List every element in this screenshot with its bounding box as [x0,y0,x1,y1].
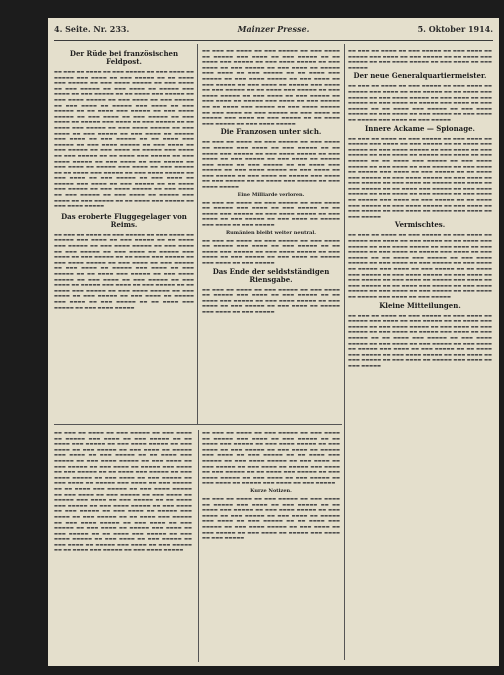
lower-section [54,430,340,662]
article-body: ▬▬ ▬▬▬ ▬▬ ▬▬▬▬ ▬▬ ▬▬▬ ▬▬▬▬▬ ▬▬ ▬▬▬ ▬▬▬▬ ▬▬ ▬▬▬▬▬ ▬▬▬ ▬▬▬▬ ▬▬ ▬▬▬ ▬▬▬▬▬ ▬▬ ▬▬ ▬▬▬▬ ▬▬▬ ▬▬▬▬▬ ▬▬ ▬▬▬ ▬▬▬▬ ▬▬▬▬▬ ▬▬ ▬▬▬ ▬▬▬▬ ▬▬ ▬▬▬ ▬▬▬▬▬ [348,48,492,70]
column-divider [344,44,345,660]
article-body: ▬▬ ▬▬▬ ▬▬ ▬▬▬▬ ▬▬ ▬▬▬ ▬▬▬▬▬ ▬▬ ▬▬▬ ▬▬▬▬ ▬▬ ▬▬▬▬▬ ▬▬▬ ▬▬▬▬ ▬▬ ▬▬▬ ▬▬▬▬▬ ▬▬ ▬▬ ▬▬▬▬ ▬▬▬ ▬▬▬▬▬ ▬▬ ▬▬▬ ▬▬▬▬ ▬▬▬▬▬ ▬▬ ▬▬▬ ▬▬▬▬ ▬▬ ▬▬▬ ▬▬▬▬▬ ▬▬ ▬▬▬ ▬▬▬▬ ▬▬ ▬▬▬▬▬ ▬▬▬ ▬▬▬▬ ▬▬ ▬▬▬ ▬▬▬▬▬ ▬▬ ▬▬ ▬▬▬▬ ▬▬▬ ▬▬▬▬▬ ▬▬ ▬▬▬ ▬▬▬▬ ▬▬▬▬▬ ▬▬ ▬▬▬ ▬▬▬▬ ▬▬ ▬▬▬ ▬▬▬▬▬ ▬▬ ▬▬▬ ▬▬▬▬ ▬▬ ▬▬▬▬▬ ▬▬▬ ▬▬▬▬ ▬▬ ▬▬▬ ▬▬▬▬▬ ▬▬ ▬▬ ▬▬▬▬ ▬▬▬ ▬▬▬▬▬ ▬▬ ▬▬▬ ▬▬▬▬ ▬▬▬▬▬ ▬▬ ▬▬▬ ▬▬▬▬ ▬▬ ▬▬▬ ▬▬▬▬▬ ▬▬ ▬▬▬ ▬▬▬▬ ▬▬ ▬▬▬▬▬ ▬▬▬ ▬▬▬▬ ▬▬ ▬▬▬ ▬▬▬▬▬ ▬▬ ▬▬ ▬▬▬▬ ▬▬▬ ▬▬▬▬▬ ▬▬ ▬▬▬ ▬▬▬▬ ▬▬▬▬▬ ▬▬ ▬▬▬ ▬▬▬▬ ▬▬ ▬▬▬ ▬▬▬▬▬ ▬▬ ▬▬▬ ▬▬▬▬ ▬▬ ▬▬▬▬▬ ▬▬▬ ▬▬▬▬ ▬▬ ▬▬▬ ▬▬▬▬▬ ▬▬ ▬▬ ▬▬▬▬ ▬▬▬ ▬▬▬▬▬ ▬▬ ▬▬▬ ▬▬▬▬ ▬▬▬▬▬ ▬▬ ▬▬▬ ▬▬▬▬ ▬▬ ▬▬▬ ▬▬▬▬▬ ▬▬ ▬▬▬ ▬▬▬▬ ▬▬ ▬▬▬▬▬ ▬▬▬ ▬▬▬▬ ▬▬ ▬▬▬ ▬▬▬▬▬ ▬▬ ▬▬ ▬▬▬▬ ▬▬▬ ▬▬▬▬▬ ▬▬ ▬▬▬ ▬▬▬▬ ▬▬▬▬▬ ▬▬ ▬▬▬ ▬▬▬▬ ▬▬ ▬▬▬ ▬▬▬▬▬ ▬▬ ▬▬▬ ▬▬▬▬ ▬▬ ▬▬▬▬▬ ▬▬▬ ▬▬▬▬ ▬▬ ▬▬▬ ▬▬▬▬▬ ▬▬ ▬▬ ▬▬▬▬ ▬▬▬ ▬▬▬▬▬ ▬▬ ▬▬▬ ▬▬▬▬ ▬▬▬▬▬ ▬▬ ▬▬▬ ▬▬▬▬ ▬▬ ▬▬▬ ▬▬▬▬▬ ▬▬ ▬▬▬ ▬▬▬▬ ▬▬ ▬▬▬▬▬ ▬▬▬ ▬▬▬▬ ▬▬ ▬▬▬ ▬▬▬▬▬ ▬▬ ▬▬ ▬▬▬▬ ▬▬▬ ▬▬▬▬▬ ▬▬ ▬▬▬ ▬▬▬▬ ▬▬▬▬▬ ▬▬ ▬▬▬ ▬▬▬▬ ▬▬ ▬▬▬ ▬▬▬▬▬ ▬▬ ▬▬▬ ▬▬▬▬ ▬▬ ▬▬▬▬▬ ▬▬▬ ▬▬▬▬ ▬▬ ▬▬▬ ▬▬▬▬▬ ▬▬ ▬▬ ▬▬▬▬ ▬▬▬ ▬▬▬▬▬ ▬▬ ▬▬▬ ▬▬▬▬ ▬▬▬▬▬ [54,69,194,209]
article-body: ▬▬ ▬▬▬ ▬▬ ▬▬▬▬ ▬▬ ▬▬▬ ▬▬▬▬▬ ▬▬ ▬▬▬ ▬▬▬▬ ▬▬ ▬▬▬▬▬ ▬▬▬ ▬▬▬▬ ▬▬ ▬▬▬ ▬▬▬▬▬ ▬▬ ▬▬ ▬▬▬▬ ▬▬▬ ▬▬▬▬▬ ▬▬ ▬▬▬ ▬▬▬▬ ▬▬▬▬▬ ▬▬ ▬▬▬ ▬▬▬▬ ▬▬ ▬▬▬ ▬▬▬▬▬ ▬▬ ▬▬▬ ▬▬▬▬ ▬▬ ▬▬▬▬▬ ▬▬▬ ▬▬▬▬ ▬▬ ▬▬▬ ▬▬▬▬▬ ▬▬ ▬▬ ▬▬▬▬ ▬▬▬ ▬▬▬▬▬ ▬▬ ▬▬▬ ▬▬▬▬ ▬▬▬▬▬ ▬▬ ▬▬▬ ▬▬▬▬ ▬▬ ▬▬▬ ▬▬▬▬▬ ▬▬ ▬▬▬ ▬▬▬▬ ▬▬ ▬▬▬▬▬ ▬▬▬ ▬▬▬▬ ▬▬ ▬▬▬ ▬▬▬▬▬ ▬▬ ▬▬ ▬▬▬▬ ▬▬▬ ▬▬▬▬▬ ▬▬ ▬▬▬ ▬▬▬▬ ▬▬▬▬▬ ▬▬ ▬▬▬ ▬▬▬▬ ▬▬ ▬▬▬ ▬▬▬▬▬ ▬▬ ▬▬▬ ▬▬▬▬ ▬▬ ▬▬▬▬▬ ▬▬▬ ▬▬▬▬ ▬▬ ▬▬▬ ▬▬▬▬▬ ▬▬ ▬▬ ▬▬▬▬ ▬▬▬ ▬▬▬▬▬ ▬▬ ▬▬▬ ▬▬▬▬ ▬▬▬▬▬ ▬▬ ▬▬▬ ▬▬▬▬ ▬▬ ▬▬▬ ▬▬▬▬▬ ▬▬ ▬▬▬ ▬▬▬▬ ▬▬ ▬▬▬▬▬ ▬▬▬ ▬▬▬▬ ▬▬ ▬▬▬ ▬▬▬▬▬ ▬▬ ▬▬ ▬▬▬▬ ▬▬▬ ▬▬▬▬▬ ▬▬ ▬▬▬ ▬▬▬▬ ▬▬▬▬▬ ▬▬ ▬▬▬ ▬▬▬▬ ▬▬ ▬▬▬ ▬▬▬▬▬ ▬▬ ▬▬▬ ▬▬▬▬ ▬▬ ▬▬▬▬▬ ▬▬▬ ▬▬▬▬ ▬▬ ▬▬▬ ▬▬▬▬▬ [348,135,492,219]
page-number: 4. Seite. Nr. 233. [54,24,130,34]
newspaper-title: Mainzer Presse. [237,24,310,34]
article-body: ▬▬ ▬▬▬ ▬▬ ▬▬▬▬ ▬▬ ▬▬▬ ▬▬▬▬▬ ▬▬ ▬▬▬ ▬▬▬▬ ▬▬ ▬▬▬▬▬ ▬▬▬ ▬▬▬▬ ▬▬ ▬▬▬ ▬▬▬▬▬ ▬▬ ▬▬ ▬▬▬▬ ▬▬▬ ▬▬▬▬▬ ▬▬ ▬▬▬ ▬▬▬▬ ▬▬▬▬▬ ▬▬ ▬▬▬ ▬▬▬▬ ▬▬ ▬▬▬ ▬▬▬▬▬ ▬▬ ▬▬▬ ▬▬▬▬ ▬▬ ▬▬▬▬▬ ▬▬▬ ▬▬▬▬ ▬▬ ▬▬▬ ▬▬▬▬▬ [202,286,340,314]
column-divider [197,44,198,424]
article-body: ▬▬ ▬▬▬ ▬▬ ▬▬▬▬ ▬▬ ▬▬▬ ▬▬▬▬▬ ▬▬ ▬▬▬ ▬▬▬▬ ▬▬ ▬▬▬▬▬ ▬▬▬ ▬▬▬▬ ▬▬ ▬▬▬ ▬▬▬▬▬ ▬▬ ▬▬ ▬▬▬▬ ▬▬▬ ▬▬▬▬▬ ▬▬ ▬▬▬ ▬▬▬▬ ▬▬▬▬▬ ▬▬ ▬▬▬ ▬▬▬▬ ▬▬ ▬▬▬ ▬▬▬▬▬ ▬▬ ▬▬▬ ▬▬▬▬ ▬▬ ▬▬▬▬▬ ▬▬▬ ▬▬▬▬ ▬▬ ▬▬▬ ▬▬▬▬▬ ▬▬ ▬▬ ▬▬▬▬ ▬▬▬ ▬▬▬▬▬ ▬▬ ▬▬▬ ▬▬▬▬ ▬▬▬▬▬ ▬▬ ▬▬▬ ▬▬▬▬ ▬▬ ▬▬▬ ▬▬▬▬▬ ▬▬ ▬▬▬ ▬▬▬▬ ▬▬ ▬▬▬▬▬ ▬▬▬ ▬▬▬▬ ▬▬ ▬▬▬ ▬▬▬▬▬ ▬▬ ▬▬ ▬▬▬▬ ▬▬▬ ▬▬▬▬▬ ▬▬ ▬▬▬ ▬▬▬▬ ▬▬▬▬▬ [202,139,340,190]
article-headline: Die Franzosen unter sich. [220,127,322,137]
column-2 [202,48,340,420]
article-body: ▬▬ ▬▬▬ ▬▬ ▬▬▬▬ ▬▬ ▬▬▬ ▬▬▬▬▬ ▬▬ ▬▬▬ ▬▬▬▬ ▬▬ ▬▬▬▬▬ ▬▬▬ ▬▬▬▬ ▬▬ ▬▬▬ ▬▬▬▬▬ ▬▬ ▬▬ ▬▬▬▬ ▬▬▬ ▬▬▬▬▬ ▬▬ ▬▬▬ ▬▬▬▬ ▬▬▬▬▬ ▬▬ ▬▬▬ ▬▬▬▬ ▬▬ ▬▬▬ ▬▬▬▬▬ ▬▬ ▬▬▬ ▬▬▬▬ ▬▬ ▬▬▬▬▬ ▬▬▬ ▬▬▬▬ ▬▬ ▬▬▬ ▬▬▬▬▬ ▬▬ ▬▬ ▬▬▬▬ ▬▬▬ ▬▬▬▬▬ ▬▬ ▬▬▬ ▬▬▬▬ ▬▬▬▬▬ ▬▬ ▬▬▬ ▬▬▬▬ ▬▬ ▬▬▬ ▬▬▬▬▬ ▬▬ ▬▬▬ ▬▬▬▬ ▬▬ ▬▬▬▬▬ ▬▬▬ ▬▬▬▬ ▬▬ ▬▬▬ ▬▬▬▬▬ ▬▬ ▬▬ ▬▬▬▬ ▬▬▬ ▬▬▬▬▬ ▬▬ ▬▬▬ ▬▬▬▬ ▬▬▬▬▬ ▬▬ ▬▬▬ ▬▬▬▬ ▬▬ ▬▬▬ ▬▬▬▬▬ ▬▬ ▬▬▬ ▬▬▬▬ ▬▬ ▬▬▬▬▬ ▬▬▬ ▬▬▬▬ ▬▬ ▬▬▬ ▬▬▬▬▬ [202,430,340,486]
article-body: ▬▬ ▬▬▬ ▬▬ ▬▬▬▬ ▬▬ ▬▬▬ ▬▬▬▬▬ ▬▬ ▬▬▬ ▬▬▬▬ ▬▬ ▬▬▬▬▬ ▬▬▬ ▬▬▬▬ ▬▬ ▬▬▬ ▬▬▬▬▬ ▬▬ ▬▬ ▬▬▬▬ ▬▬▬ ▬▬▬▬▬ ▬▬ ▬▬▬ ▬▬▬▬ ▬▬▬▬▬ ▬▬ ▬▬▬ ▬▬▬▬ ▬▬ ▬▬▬ ▬▬▬▬▬ ▬▬ ▬▬▬ ▬▬▬▬ ▬▬ ▬▬▬▬▬ ▬▬▬ ▬▬▬▬ ▬▬ ▬▬▬ ▬▬▬▬▬ ▬▬ ▬▬ ▬▬▬▬ ▬▬▬ ▬▬▬▬▬ ▬▬ ▬▬▬ ▬▬▬▬ ▬▬▬▬▬ ▬▬ ▬▬▬ ▬▬▬▬ ▬▬ ▬▬▬ ▬▬▬▬▬ ▬▬ ▬▬▬ ▬▬▬▬ ▬▬ ▬▬▬▬▬ ▬▬▬ ▬▬▬▬ ▬▬ ▬▬▬ ▬▬▬▬▬ ▬▬ ▬▬ ▬▬▬▬ ▬▬▬ ▬▬▬▬▬ ▬▬ ▬▬▬ ▬▬▬▬ ▬▬▬▬▬ ▬▬ ▬▬▬ ▬▬▬▬ ▬▬ ▬▬▬ ▬▬▬▬▬ ▬▬ ▬▬▬ ▬▬▬▬ ▬▬ ▬▬▬▬▬ ▬▬▬ ▬▬▬▬ ▬▬ ▬▬▬ ▬▬▬▬▬ [348,312,492,368]
article-headline: Das Ende der seldstständigen Riensgabe. [212,266,330,284]
article-body: ▬▬ ▬▬▬ ▬▬ ▬▬▬▬ ▬▬ ▬▬▬ ▬▬▬▬▬ ▬▬ ▬▬▬ ▬▬▬▬ ▬▬ ▬▬▬▬▬ ▬▬▬ ▬▬▬▬ ▬▬ ▬▬▬ ▬▬▬▬▬ ▬▬ ▬▬ ▬▬▬▬ ▬▬▬ ▬▬▬▬▬ ▬▬ ▬▬▬ ▬▬▬▬ ▬▬▬▬▬ ▬▬ ▬▬▬ ▬▬▬▬ ▬▬ ▬▬▬ ▬▬▬▬▬ ▬▬ ▬▬▬ ▬▬▬▬ ▬▬ ▬▬▬▬▬ ▬▬▬ ▬▬▬▬ ▬▬ ▬▬▬ ▬▬▬▬▬ [202,199,340,228]
issue-date: 5. Oktober 1914. [417,24,493,34]
article-headline: Innere Ackame — Spionage. [365,123,475,133]
column-1 [54,48,194,420]
section-rule [54,424,342,425]
article-headline: Vermischtes. [394,220,446,230]
article-body: ▬▬ ▬▬▬ ▬▬ ▬▬▬▬ ▬▬ ▬▬▬ ▬▬▬▬▬ ▬▬ ▬▬▬ ▬▬▬▬ ▬▬ ▬▬▬▬▬ ▬▬▬ ▬▬▬▬ ▬▬ ▬▬▬ ▬▬▬▬▬ ▬▬ ▬▬ ▬▬▬▬ ▬▬▬ ▬▬▬▬▬ ▬▬ ▬▬▬ ▬▬▬▬ ▬▬▬▬▬ ▬▬ ▬▬▬ ▬▬▬▬ ▬▬ ▬▬▬ ▬▬▬▬▬ ▬▬ ▬▬▬ ▬▬▬▬ ▬▬ ▬▬▬▬▬ ▬▬▬ ▬▬▬▬ ▬▬ ▬▬▬ ▬▬▬▬▬ ▬▬ ▬▬ ▬▬▬▬ ▬▬▬ ▬▬▬▬▬ ▬▬ ▬▬▬ ▬▬▬▬ ▬▬▬▬▬ ▬▬ ▬▬▬ ▬▬▬▬ ▬▬ ▬▬▬ ▬▬▬▬▬ ▬▬ ▬▬▬ ▬▬▬▬ ▬▬ ▬▬▬▬▬ ▬▬▬ ▬▬▬▬ ▬▬ ▬▬▬ ▬▬▬▬▬ ▬▬ ▬▬ ▬▬▬▬ ▬▬▬ ▬▬▬▬▬ ▬▬ ▬▬▬ ▬▬▬▬ ▬▬▬▬▬ ▬▬ ▬▬▬ ▬▬▬▬ ▬▬ ▬▬▬ ▬▬▬▬▬ ▬▬ ▬▬▬ ▬▬▬▬ ▬▬ ▬▬▬▬▬ ▬▬▬ ▬▬▬▬ ▬▬ ▬▬▬ ▬▬▬▬▬ ▬▬ ▬▬ ▬▬▬▬ ▬▬▬ ▬▬▬▬▬ ▬▬ ▬▬▬ ▬▬▬▬ ▬▬▬▬▬ ▬▬ ▬▬▬ ▬▬▬▬ ▬▬ ▬▬▬ ▬▬▬▬▬ ▬▬ ▬▬▬ ▬▬▬▬ ▬▬ ▬▬▬▬▬ ▬▬▬ ▬▬▬▬ ▬▬ ▬▬▬ ▬▬▬▬▬ [348,232,492,299]
article-body: ▬▬ ▬▬▬ ▬▬ ▬▬▬▬ ▬▬ ▬▬▬ ▬▬▬▬▬ ▬▬ ▬▬▬ ▬▬▬▬ ▬▬ ▬▬▬▬▬ ▬▬▬ ▬▬▬▬ ▬▬ ▬▬▬ ▬▬▬▬▬ ▬▬ ▬▬ ▬▬▬▬ ▬▬▬ ▬▬▬▬▬ ▬▬ ▬▬▬ ▬▬▬▬ ▬▬▬▬▬ ▬▬ ▬▬▬ ▬▬▬▬ ▬▬ ▬▬▬ ▬▬▬▬▬ ▬▬ ▬▬▬ ▬▬▬▬ ▬▬ ▬▬▬▬▬ ▬▬▬ ▬▬▬▬ ▬▬ ▬▬▬ ▬▬▬▬▬ [202,237,340,265]
article-headline: Das eroberte Fluggegelager von Reims. [61,211,187,229]
header-rule [54,40,493,41]
article-body: ▬▬ ▬▬▬ ▬▬ ▬▬▬▬ ▬▬ ▬▬▬ ▬▬▬▬▬ ▬▬ ▬▬▬ ▬▬▬▬ ▬▬ ▬▬▬▬▬ ▬▬▬ ▬▬▬▬ ▬▬ ▬▬▬ ▬▬▬▬▬ ▬▬ ▬▬ ▬▬▬▬ ▬▬▬ ▬▬▬▬▬ ▬▬ ▬▬▬ ▬▬▬▬ ▬▬▬▬▬ ▬▬ ▬▬▬ ▬▬▬▬ ▬▬ ▬▬▬ ▬▬▬▬▬ ▬▬ ▬▬▬ ▬▬▬▬ ▬▬ ▬▬▬▬▬ ▬▬▬ ▬▬▬▬ ▬▬ ▬▬▬ ▬▬▬▬▬ ▬▬ ▬▬ ▬▬▬▬ ▬▬▬ ▬▬▬▬▬ ▬▬ ▬▬▬ ▬▬▬▬ ▬▬▬▬▬ ▬▬ ▬▬▬ ▬▬▬▬ ▬▬ ▬▬▬ ▬▬▬▬▬ ▬▬ ▬▬▬ ▬▬▬▬ ▬▬ ▬▬▬▬▬ ▬▬▬ ▬▬▬▬ ▬▬ ▬▬▬ ▬▬▬▬▬ ▬▬ ▬▬ ▬▬▬▬ ▬▬▬ ▬▬▬▬▬ ▬▬ ▬▬▬ ▬▬▬▬ ▬▬▬▬▬ ▬▬ ▬▬▬ ▬▬▬▬ ▬▬ ▬▬▬ ▬▬▬▬▬ ▬▬ ▬▬▬ ▬▬▬▬ ▬▬ ▬▬▬▬▬ ▬▬▬ ▬▬▬▬ ▬▬ ▬▬▬ ▬▬▬▬▬ ▬▬ ▬▬ ▬▬▬▬ ▬▬▬ ▬▬▬▬▬ ▬▬ ▬▬▬ ▬▬▬▬ ▬▬▬▬▬ ▬▬ ▬▬▬ ▬▬▬▬ ▬▬ ▬▬▬ ▬▬▬▬▬ ▬▬ ▬▬▬ ▬▬▬▬ ▬▬ ▬▬▬▬▬ ▬▬▬ ▬▬▬▬ ▬▬ ▬▬▬ ▬▬▬▬▬ ▬▬ ▬▬ ▬▬▬▬ ▬▬▬ ▬▬▬▬▬ ▬▬ ▬▬▬ ▬▬▬▬ ▬▬▬▬▬ ▬▬ ▬▬▬ ▬▬▬▬ ▬▬ ▬▬▬ ▬▬▬▬▬ ▬▬ ▬▬▬ ▬▬▬▬ ▬▬ ▬▬▬▬▬ ▬▬▬ ▬▬▬▬ ▬▬ ▬▬▬ ▬▬▬▬▬ ▬▬ ▬▬ ▬▬▬▬ ▬▬▬ ▬▬▬▬▬ ▬▬ ▬▬▬ ▬▬▬▬ ▬▬▬▬▬ ▬▬ ▬▬▬ ▬▬▬▬ ▬▬ ▬▬▬ ▬▬▬▬▬ ▬▬ ▬▬▬ ▬▬▬▬ ▬▬ ▬▬▬▬▬ ▬▬▬ ▬▬▬▬ ▬▬ ▬▬▬ ▬▬▬▬▬ ▬▬ ▬▬ ▬▬▬▬ ▬▬▬ ▬▬▬▬▬ ▬▬ ▬▬▬ ▬▬▬▬ ▬▬▬▬▬ ▬▬ ▬▬▬ ▬▬▬▬ ▬▬ ▬▬▬ ▬▬▬▬▬ ▬▬ ▬▬▬ ▬▬▬▬ ▬▬ ▬▬▬▬▬ ▬▬▬ ▬▬▬▬ ▬▬ ▬▬▬ ▬▬▬▬▬ ▬▬ ▬▬ ▬▬▬▬ ▬▬▬ ▬▬▬▬▬ ▬▬ ▬▬▬ ▬▬▬▬ ▬▬▬▬▬ [54,430,192,553]
newspaper-page [48,18,499,666]
article-body: ▬▬ ▬▬▬ ▬▬ ▬▬▬▬ ▬▬ ▬▬▬ ▬▬▬▬▬ ▬▬ ▬▬▬ ▬▬▬▬ ▬▬ ▬▬▬▬▬ ▬▬▬ ▬▬▬▬ ▬▬ ▬▬▬ ▬▬▬▬▬ ▬▬ ▬▬ ▬▬▬▬ ▬▬▬ ▬▬▬▬▬ ▬▬ ▬▬▬ ▬▬▬▬ ▬▬▬▬▬ ▬▬ ▬▬▬ ▬▬▬▬ ▬▬ ▬▬▬ ▬▬▬▬▬ ▬▬ ▬▬▬ ▬▬▬▬ ▬▬ ▬▬▬▬▬ ▬▬▬ ▬▬▬▬ ▬▬ ▬▬▬ ▬▬▬▬▬ ▬▬ ▬▬ ▬▬▬▬ ▬▬▬ ▬▬▬▬▬ ▬▬ ▬▬▬ ▬▬▬▬ ▬▬▬▬▬ ▬▬ ▬▬▬ ▬▬▬▬ ▬▬ ▬▬▬ ▬▬▬▬▬ ▬▬ ▬▬▬ ▬▬▬▬ ▬▬ ▬▬▬▬▬ ▬▬▬ ▬▬▬▬ ▬▬ ▬▬▬ ▬▬▬▬▬ [202,495,340,541]
page-header [54,24,493,38]
article-headline: Der Rüde bei französischen Feldpost. [69,49,179,66]
article-body: ▬▬ ▬▬▬ ▬▬ ▬▬▬▬ ▬▬ ▬▬▬ ▬▬▬▬▬ ▬▬ ▬▬▬ ▬▬▬▬ ▬▬ ▬▬▬▬▬ ▬▬▬ ▬▬▬▬ ▬▬ ▬▬▬ ▬▬▬▬▬ ▬▬ ▬▬ ▬▬▬▬ ▬▬▬ ▬▬▬▬▬ ▬▬ ▬▬▬ ▬▬▬▬ ▬▬▬▬▬ ▬▬ ▬▬▬ ▬▬▬▬ ▬▬ ▬▬▬ ▬▬▬▬▬ ▬▬ ▬▬▬ ▬▬▬▬ ▬▬ ▬▬▬▬▬ ▬▬▬ ▬▬▬▬ ▬▬ ▬▬▬ ▬▬▬▬▬ ▬▬ ▬▬ ▬▬▬▬ ▬▬▬ ▬▬▬▬▬ ▬▬ ▬▬▬ ▬▬▬▬ ▬▬▬▬▬ ▬▬ ▬▬▬ ▬▬▬▬ ▬▬ ▬▬▬ ▬▬▬▬▬ ▬▬ ▬▬▬ ▬▬▬▬ ▬▬ ▬▬▬▬▬ ▬▬▬ ▬▬▬▬ ▬▬ ▬▬▬ ▬▬▬▬▬ ▬▬ ▬▬ ▬▬▬▬ ▬▬▬ ▬▬▬▬▬ ▬▬ ▬▬▬ ▬▬▬▬ ▬▬▬▬▬ ▬▬ ▬▬▬ ▬▬▬▬ ▬▬ ▬▬▬ ▬▬▬▬▬ ▬▬ ▬▬▬ ▬▬▬▬ ▬▬ ▬▬▬▬▬ ▬▬▬ ▬▬▬▬ ▬▬ ▬▬▬ ▬▬▬▬▬ ▬▬ ▬▬ ▬▬▬▬ ▬▬▬ ▬▬▬▬▬ ▬▬ ▬▬▬ ▬▬▬▬ ▬▬▬▬▬ ▬▬ ▬▬▬ ▬▬▬▬ ▬▬ ▬▬▬ ▬▬▬▬▬ ▬▬ ▬▬▬ ▬▬▬▬ ▬▬ ▬▬▬▬▬ ▬▬▬ ▬▬▬▬ ▬▬ ▬▬▬ ▬▬▬▬▬ ▬▬ ▬▬ ▬▬▬▬ ▬▬▬ ▬▬▬▬▬ ▬▬ ▬▬▬ ▬▬▬▬ ▬▬▬▬▬ [202,48,340,126]
article-headline: Kurze Notizen. [250,487,292,494]
article-body: ▬▬ ▬▬▬ ▬▬ ▬▬▬▬ ▬▬ ▬▬▬ ▬▬▬▬▬ ▬▬ ▬▬▬ ▬▬▬▬ ▬▬ ▬▬▬▬▬ ▬▬▬ ▬▬▬▬ ▬▬ ▬▬▬ ▬▬▬▬▬ ▬▬ ▬▬ ▬▬▬▬ ▬▬▬ ▬▬▬▬▬ ▬▬ ▬▬▬ ▬▬▬▬ ▬▬▬▬▬ ▬▬ ▬▬▬ ▬▬▬▬ ▬▬ ▬▬▬ ▬▬▬▬▬ ▬▬ ▬▬▬ ▬▬▬▬ ▬▬ ▬▬▬▬▬ ▬▬▬ ▬▬▬▬ ▬▬ ▬▬▬ ▬▬▬▬▬ ▬▬ ▬▬ ▬▬▬▬ ▬▬▬ ▬▬▬▬▬ ▬▬ ▬▬▬ ▬▬▬▬ ▬▬▬▬▬ ▬▬ ▬▬▬ ▬▬▬▬ ▬▬ ▬▬▬ ▬▬▬▬▬ ▬▬ ▬▬▬ ▬▬▬▬ ▬▬ ▬▬▬▬▬ ▬▬▬ ▬▬▬▬ ▬▬ ▬▬▬ ▬▬▬▬▬ ▬▬ ▬▬ ▬▬▬▬ ▬▬▬ ▬▬▬▬▬ ▬▬ ▬▬▬ ▬▬▬▬ ▬▬▬▬▬ ▬▬ ▬▬▬ ▬▬▬▬ ▬▬ ▬▬▬ ▬▬▬▬▬ ▬▬ ▬▬▬ ▬▬▬▬ ▬▬ ▬▬▬▬▬ ▬▬▬ ▬▬▬▬ ▬▬ ▬▬▬ ▬▬▬▬▬ ▬▬ ▬▬ ▬▬▬▬ ▬▬▬ ▬▬▬▬▬ ▬▬ ▬▬▬ ▬▬▬▬ ▬▬▬▬▬ ▬▬ ▬▬▬ ▬▬▬▬ ▬▬ ▬▬▬ ▬▬▬▬▬ ▬▬ ▬▬▬ ▬▬▬▬ ▬▬ ▬▬▬▬▬ ▬▬▬ ▬▬▬▬ ▬▬ ▬▬▬ ▬▬▬▬▬ ▬▬ ▬▬ ▬▬▬▬ ▬▬▬ ▬▬▬▬▬ ▬▬ ▬▬▬ ▬▬▬▬ ▬▬▬▬▬ [54,231,194,310]
lower-column-2 [202,430,340,662]
article-headline: Kleine Mitteilungen. [379,300,461,310]
article-headline: Der neue Generalquartiermeister. [353,71,487,81]
article-body: ▬▬ ▬▬▬ ▬▬ ▬▬▬▬ ▬▬ ▬▬▬ ▬▬▬▬▬ ▬▬ ▬▬▬ ▬▬▬▬ ▬▬ ▬▬▬▬▬ ▬▬▬ ▬▬▬▬ ▬▬ ▬▬▬ ▬▬▬▬▬ ▬▬ ▬▬ ▬▬▬▬ ▬▬▬ ▬▬▬▬▬ ▬▬ ▬▬▬ ▬▬▬▬ ▬▬▬▬▬ ▬▬ ▬▬▬ ▬▬▬▬ ▬▬ ▬▬▬ ▬▬▬▬▬ ▬▬ ▬▬▬ ▬▬▬▬ ▬▬ ▬▬▬▬▬ ▬▬▬ ▬▬▬▬ ▬▬ ▬▬▬ ▬▬▬▬▬ ▬▬ ▬▬ ▬▬▬▬ ▬▬▬ ▬▬▬▬▬ ▬▬ ▬▬▬ ▬▬▬▬ ▬▬▬▬▬ ▬▬ ▬▬▬ ▬▬▬▬ ▬▬ ▬▬▬ ▬▬▬▬▬ ▬▬ ▬▬▬ ▬▬▬▬ ▬▬ ▬▬▬▬▬ ▬▬▬ ▬▬▬▬ ▬▬ ▬▬▬ ▬▬▬▬▬ [348,83,492,122]
article-headline: Rumänien bleibt weiter neutral. [226,229,316,236]
article-headline: Eine Milliarde verloren. [237,191,305,198]
lower-column-1 [54,430,192,662]
column-3 [348,48,492,660]
